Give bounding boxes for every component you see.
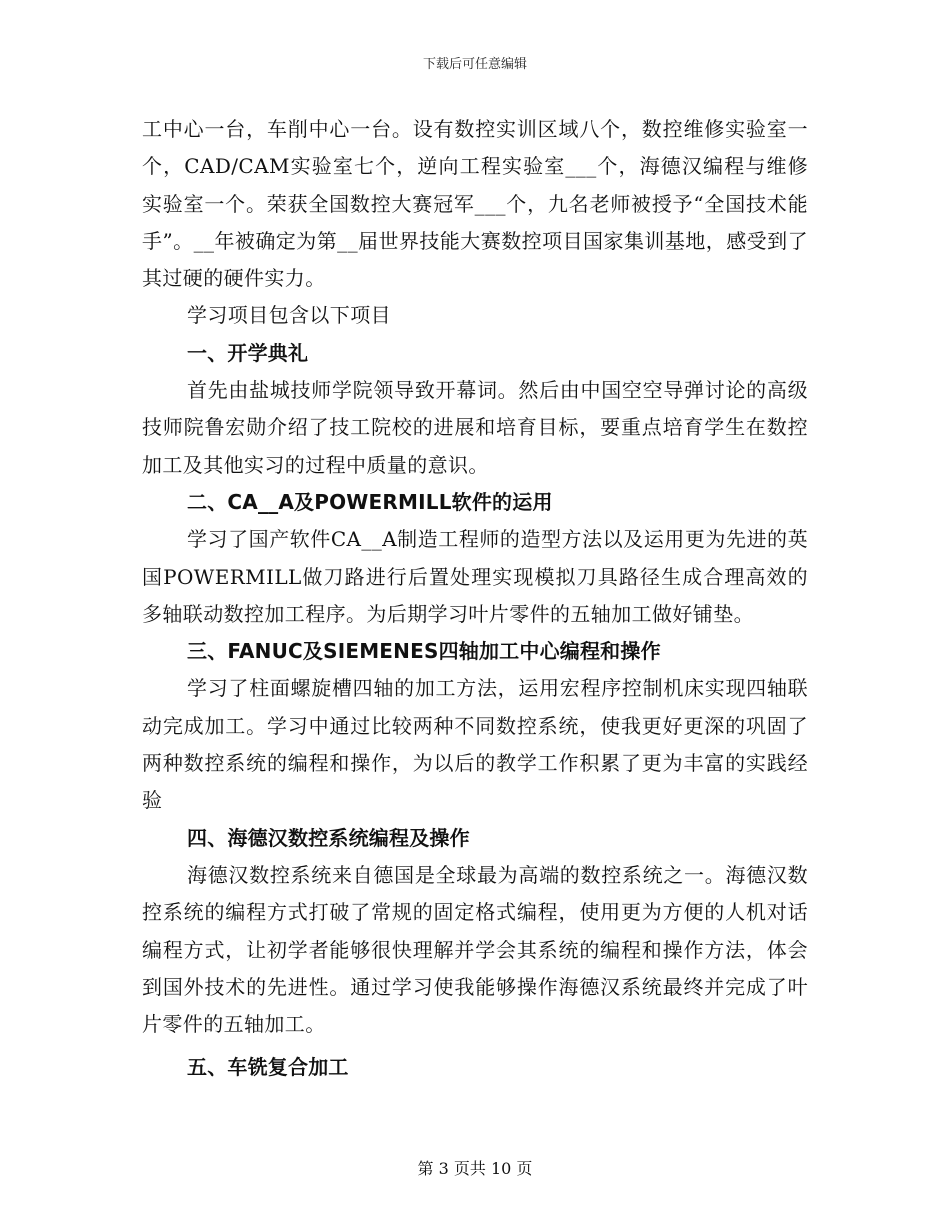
- section-heading-opening-ceremony: 一、开学典礼: [187, 340, 309, 365]
- section-heading-software: 二、CA__A及POWERMILL软件的运用: [187, 489, 553, 514]
- section-text-software: 学习了国产软件CA__A制造工程师的造型方法以及运用更为先进的英国POWERMILL做刀路进行后置处理实现模拟刀具路径生成合理高效的多轴联动数控加工程序。为后期学习叶片零件的五轴加工做好铺垫。: [142, 527, 808, 626]
- items-intro: 学习项目包含以下项目: [187, 303, 391, 328]
- section-heading-four-axis: 三、FANUC及SIEMENES四轴加工中心编程和操作: [187, 639, 661, 664]
- section-heading-turn-mill: 五、车铣复合加工: [187, 1055, 349, 1080]
- section-heading-heidenhain: 四、海德汉数控系统编程及操作: [187, 825, 470, 850]
- section-text-opening-ceremony: 首先由盐城技师学院领导致开幕词。然后由中国空空导弹讨论的高级技师院鲁宏勋介绍了技工院校的进展和培育目标，要重点培育学生在数控加工及其他实习的过程中质量的意识。: [142, 378, 808, 477]
- page-number: 第 3 页共 10 页: [417, 1159, 533, 1178]
- document-body: [142, 111, 808, 1087]
- page-header: 下载后可任意编辑: [422, 57, 527, 72]
- section-text-four-axis: 学习了柱面螺旋槽四轴的加工方法，运用宏程序控制机床实现四轴联动完成加工。学习中通过比较两种不同数控系统，使我更好更深的巩固了两种数控系统的编程和操作，为以后的教学工作积累了更为丰富的实践经验: [142, 676, 808, 813]
- section-text-heidenhain: 海德汉数控系统来自德国是全球最为高端的数控系统之一。海德汉数控系统的编程方式打破了常规的固定格式编程，使用更为方便的人机对话编程方式，让初学者能够很快理解并学会其系统的编程和操作方法，体会到国外技术的先进性。通过学习使我能够操作海德汉系统最终并完成了叶片零件的五轴加工。: [142, 862, 808, 1037]
- intro-paragraph: 工中心一台，车削中心一台。设有数控实训区域八个，数控维修实验室一个，CAD/CAM实验室七个，逆向工程实验室___个，海德汉编程与维修实验室一个。荣获全国数控大赛冠军___个，九名老师被授予“全国技术能手”。__年被确定为第__届世界技能大赛数控项目国家集训基地，感受到了其过硬的硬件实力。: [142, 117, 808, 291]
